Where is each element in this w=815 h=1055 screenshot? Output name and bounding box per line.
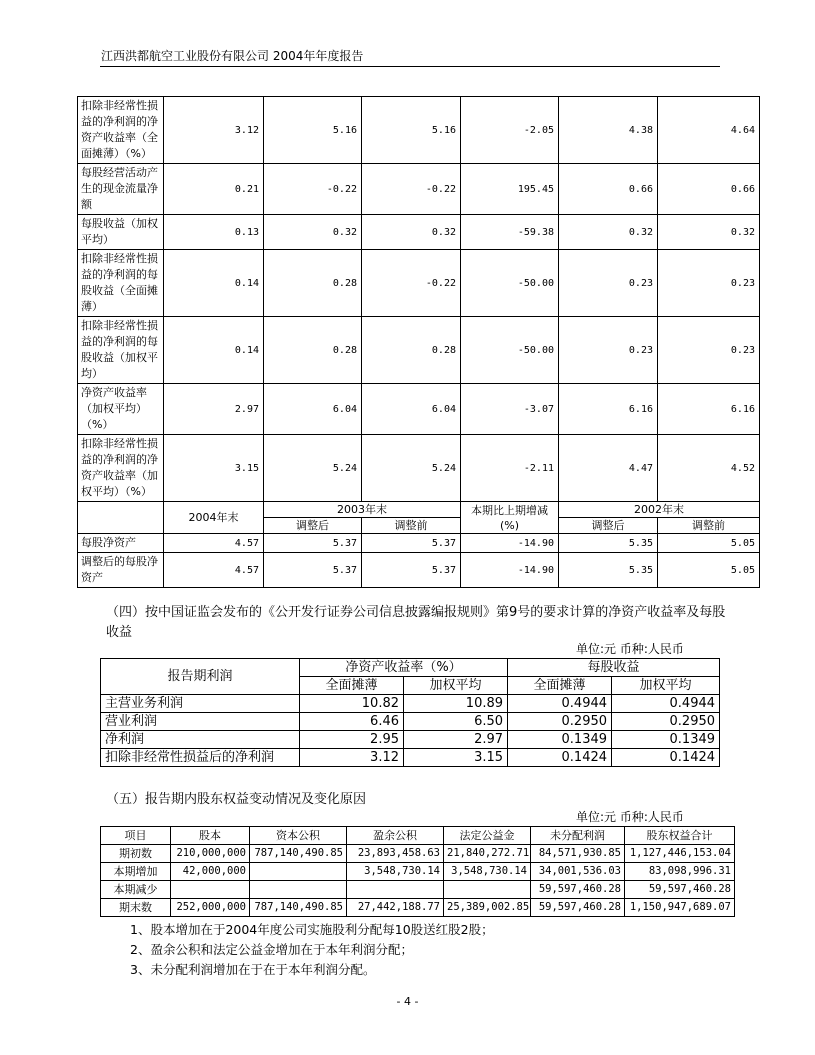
note-3: 3、未分配利润增加在于在于本年利润分配。 [130,962,376,977]
indicator-value: 4.57 [164,553,264,588]
note-1: 1、股本增加在于2004年度公司实施股利分配每10股送红股2股； [130,922,494,937]
equity-column-header: 法定公益金 [444,827,531,845]
profit-value: 0.1349 [612,731,720,749]
indicator-label: 每股净资产 [78,534,164,553]
profit-row [101,695,720,713]
indicator-value: -3.07 [461,384,559,435]
equity-value [444,881,531,899]
indicator-value: 195.45 [461,164,559,215]
header-2003: 2003年末 [264,502,461,518]
indicator-value: 5.37 [264,553,362,588]
indicator-value: 5.35 [559,534,658,553]
profit-label: 扣除非经常性损益后的净利润 [101,749,300,767]
indicator-value: 4.47 [559,435,658,502]
indicator-value: 6.16 [559,384,658,435]
header-change: 本期比上期增减(%) [461,502,559,534]
header-rule [100,66,720,67]
indicator-value: 5.16 [264,97,362,164]
roe-full-header: 全面摊薄 [300,677,404,695]
equity-value: 3,548,730.14 [444,863,531,881]
indicator-value: -0.22 [362,250,461,317]
indicator-value: 3.12 [164,97,264,164]
indicator-value: -14.90 [461,534,559,553]
indicator-label: 扣除非经常性损益的净利润的净资产收益率（全面摊薄）（%） [78,97,164,164]
equity-value: 27,442,188.77 [347,899,444,917]
equity-column-header: 股东权益合计 [625,827,735,845]
page-number: - 4 - [396,995,419,1008]
equity-value: 59,597,460.28 [531,881,625,899]
equity-value: 59,597,460.28 [625,881,735,899]
equity-value: 59,597,460.28 [531,899,625,917]
equity-value: 83,098,996.31 [625,863,735,881]
indicator-value: -50.00 [461,317,559,384]
eps-header: 每股收益 [508,659,720,677]
indicator-value: 5.05 [658,534,760,553]
profit-value: 6.46 [300,713,404,731]
indicator-value: 5.16 [362,97,461,164]
profit-value: 0.2950 [508,713,612,731]
equity-value: 1,150,947,689.07 [625,899,735,917]
indicator-row [78,317,760,384]
equity-value [347,881,444,899]
header-adjusted-after: 调整后 [559,518,658,534]
equity-row [101,863,735,881]
eps-weighted-header: 加权平均 [612,677,720,695]
indicator-label: 扣除非经常性损益的净利润的每股收益（加权平均） [78,317,164,384]
roe-header: 净资产收益率（%） [300,659,508,677]
indicator-row [78,97,760,164]
indicator-value: -0.22 [264,164,362,215]
equity-value [250,881,347,899]
indicator-value: 4.52 [658,435,760,502]
equity-column-header: 股本 [171,827,250,845]
indicator-value: 5.24 [264,435,362,502]
indicator-value: 0.32 [658,215,760,250]
indicator-value: 0.14 [164,317,264,384]
profit-value: 6.50 [404,713,508,731]
profit-value: 0.4944 [612,695,720,713]
profit-row [101,713,720,731]
profit-row [101,731,720,749]
profit-value: 10.89 [404,695,508,713]
indicator-value: -0.22 [362,164,461,215]
page-header: 江西洪都航空工业股份有限公司 2004年年度报告 [101,49,364,63]
roe-eps-table [100,658,720,767]
equity-body [101,845,735,917]
equity-value: 34,001,536.03 [531,863,625,881]
indicator-label: 每股收益（加权平均） [78,215,164,250]
indicator-row [78,384,760,435]
section-5-title: （五）报告期内股东权益变动情况及变化原因 [106,792,367,807]
equity-value: 252,000,000 [171,899,250,917]
indicator-value: 0.28 [264,317,362,384]
indicator-value: -2.05 [461,97,559,164]
indicator-value: 0.32 [264,215,362,250]
equity-value: 3,548,730.14 [347,863,444,881]
equity-column-header: 未分配利润 [531,827,625,845]
roe-weighted-header: 加权平均 [404,677,508,695]
indicator-value: -50.00 [461,250,559,317]
eps-full-header: 全面摊薄 [508,677,612,695]
note-2: 2、盈余公积和法定公益金增加在于本年利润分配； [130,942,413,957]
equity-value: 23,893,458.63 [347,845,444,863]
financial-indicators-table [77,96,760,588]
indicator-row [78,435,760,502]
indicator-row [78,164,760,215]
profit-value: 10.82 [300,695,404,713]
profit-label: 营业利润 [101,713,300,731]
indicator-value: 0.23 [559,317,658,384]
equity-value: 42,000,000 [171,863,250,881]
equity-change-table [100,826,735,917]
section-4-title: （四）按中国证监会发布的《公开发行证券公司信息披露编报规则》第9号的要求计算的净资产收益率及每股收益 [106,605,726,640]
indicator-value: 4.57 [164,534,264,553]
indicator-value: 5.24 [362,435,461,502]
indicator-value: 0.66 [658,164,760,215]
equity-header-row [101,827,735,845]
profit-value: 3.15 [404,749,508,767]
indicator-value: 4.64 [658,97,760,164]
indicator-value: -14.90 [461,553,559,588]
indicator-value: 2.97 [164,384,264,435]
equity-row-label: 本期增加 [101,863,171,881]
equity-column-header: 盈余公积 [347,827,444,845]
profit-value: 2.97 [404,731,508,749]
indicator-row [78,215,760,250]
section-5-unit: 单位:元 币种:人民币 [576,810,684,824]
equity-row [101,881,735,899]
indicator-label: 净资产收益率（加权平均）（%） [78,384,164,435]
equity-row-label: 本期减少 [101,881,171,899]
blank-header-cell [78,502,164,534]
header-2002: 2002年末 [559,502,760,518]
equity-value [250,863,347,881]
indicator-value: 0.23 [658,250,760,317]
profit-value: 0.1349 [508,731,612,749]
equity-value: 84,571,930.85 [531,845,625,863]
section-4-unit: 单位:元 币种:人民币 [576,642,684,656]
indicator-label: 每股经营活动产生的现金流量净额 [78,164,164,215]
indicator-value: 0.23 [658,317,760,384]
header-adjusted-before: 调整前 [658,518,760,534]
indicator-value: 5.37 [362,553,461,588]
indicators-body [78,97,760,588]
profit-value: 3.12 [300,749,404,767]
net-asset-row [78,553,760,588]
header-2004: 2004年末 [164,502,264,534]
indicator-value: 0.32 [559,215,658,250]
equity-row-label: 期初数 [101,845,171,863]
indicator-value: 3.15 [164,435,264,502]
equity-value [171,881,250,899]
indicator-value: 6.04 [362,384,461,435]
indicator-value: 0.66 [559,164,658,215]
indicator-label: 调整后的每股净资产 [78,553,164,588]
equity-value: 210,000,000 [171,845,250,863]
indicator-value: 0.28 [264,250,362,317]
header-adjusted-before: 调整前 [362,518,461,534]
indicator-value: 6.04 [264,384,362,435]
indicator-value: 5.37 [362,534,461,553]
indicator-value: 0.32 [362,215,461,250]
indicator-value: 0.14 [164,250,264,317]
profit-value: 0.1424 [508,749,612,767]
indicator-value: 0.23 [559,250,658,317]
indicator-value: 6.16 [658,384,760,435]
profit-value: 0.2950 [612,713,720,731]
indicator-label: 扣除非经常性损益的净利润的净资产收益率（加权平均）（%） [78,435,164,502]
indicator-row [78,250,760,317]
net-asset-row [78,534,760,553]
indicator-value: 4.38 [559,97,658,164]
indicator-value: 5.05 [658,553,760,588]
equity-value: 787,140,490.85 [250,899,347,917]
profit-row [101,749,720,767]
equity-value: 21,840,272.71 [444,845,531,863]
indicator-value: 0.21 [164,164,264,215]
profit-value: 0.1424 [612,749,720,767]
indicator-value: 0.28 [362,317,461,384]
equity-row [101,899,735,917]
year-header-row [78,502,760,518]
profit-label: 净利润 [101,731,300,749]
header-adjusted-after: 调整后 [264,518,362,534]
equity-value: 1,127,446,153.04 [625,845,735,863]
indicator-value: 0.13 [164,215,264,250]
profit-value: 2.95 [300,731,404,749]
indicator-value: 5.37 [264,534,362,553]
profit-label: 主营业务利润 [101,695,300,713]
equity-column-header: 项目 [101,827,171,845]
indicator-value: -2.11 [461,435,559,502]
equity-value: 787,140,490.85 [250,845,347,863]
indicator-label: 扣除非经常性损益的净利润的每股收益（全面摊薄） [78,250,164,317]
profit-value: 0.4944 [508,695,612,713]
equity-row-label: 期末数 [101,899,171,917]
equity-column-header: 资本公积 [250,827,347,845]
equity-value: 25,389,002.85 [444,899,531,917]
roe-eps-body [101,695,720,767]
indicator-value: -59.38 [461,215,559,250]
indicator-value: 5.35 [559,553,658,588]
profit-header: 报告期利润 [101,659,300,695]
equity-row [101,845,735,863]
